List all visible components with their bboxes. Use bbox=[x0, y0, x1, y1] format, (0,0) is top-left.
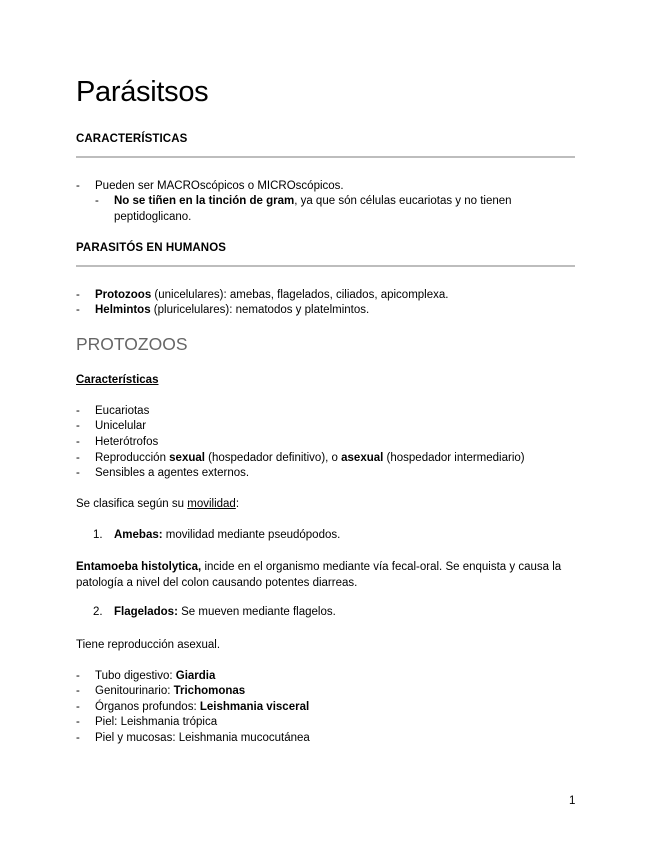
subheading-text: Características bbox=[76, 374, 159, 386]
list-item-text: Tubo digestivo: bbox=[95, 670, 176, 682]
list-item-bold: asexual bbox=[341, 452, 384, 464]
list-item-bold: Leishmania visceral bbox=[199, 701, 310, 713]
paragraph-reproduccion: Tiene reproducción asexual. bbox=[76, 639, 221, 651]
list-item-bold: Amebas: bbox=[114, 529, 163, 541]
list-item bbox=[76, 466, 250, 481]
list-marker: - bbox=[76, 701, 80, 713]
list-item-bold: Trichomonas bbox=[173, 685, 246, 697]
list-item-text: Heterótrofos bbox=[95, 436, 159, 448]
list-marker: - bbox=[76, 685, 80, 697]
list-item-text: movilidad mediante pseudópodos. bbox=[162, 529, 341, 541]
list-item-bold: Giardia bbox=[175, 670, 216, 682]
list-item bbox=[76, 179, 344, 194]
list-item-text: Sensibles a agentes externos. bbox=[95, 467, 250, 479]
list-item bbox=[76, 669, 216, 684]
list-item-text: Reproducción bbox=[95, 452, 170, 464]
underlined-text: movilidad bbox=[187, 498, 236, 510]
list-marker: - bbox=[76, 436, 80, 448]
list-item bbox=[95, 194, 554, 225]
list-marker: - bbox=[76, 304, 80, 316]
list-item-bold: Protozoos bbox=[95, 289, 152, 301]
heading-rule bbox=[76, 265, 575, 267]
list-marker: - bbox=[76, 405, 80, 417]
list-item bbox=[76, 715, 218, 730]
list-item-text: Piel: Leishmania trópica bbox=[95, 716, 218, 728]
paragraph-bold: Entamoeba histolytica, bbox=[76, 561, 202, 573]
list-item bbox=[76, 731, 310, 746]
list-item-text: (hospedador definitivo), o bbox=[204, 452, 342, 464]
list-item-text: Eucariotas bbox=[95, 405, 150, 417]
list-item-bold: Flagelados: bbox=[114, 606, 178, 618]
list-item-text: (pluricelulares): nematodos y platelmintos. bbox=[150, 304, 370, 316]
paragraph-text: : bbox=[235, 498, 240, 510]
list-marker: - bbox=[76, 716, 80, 728]
list-item-text: (hospedador intermediario) bbox=[383, 452, 525, 464]
list-marker: - bbox=[76, 180, 80, 192]
list-marker: - bbox=[95, 195, 99, 207]
list-item-text: , ya que són células eucariotas y no tienen peptidoglicano. bbox=[114, 195, 512, 223]
list-item-bold: No se tiñen en la tinción de gram bbox=[114, 195, 295, 207]
list-item bbox=[76, 303, 370, 318]
list-item bbox=[76, 419, 147, 434]
heading-caracteristicas: CARACTERÍSTICAS bbox=[76, 133, 188, 145]
list-item bbox=[76, 288, 449, 303]
list-item-text: Se mueven mediante flagelos. bbox=[177, 606, 336, 618]
list-marker: - bbox=[76, 732, 80, 744]
heading-parasitos: PARASITÓS EN HUMANOS bbox=[76, 242, 227, 254]
paragraph-text: incide en el organismo mediante vía fecal-oral. Se enquista y causa la patología a nivel del colon causando potentes diarreas. bbox=[76, 561, 562, 589]
paragraph-clasifica bbox=[76, 497, 239, 512]
page-title: Parásitsos bbox=[76, 76, 209, 108]
list-number: 1. bbox=[93, 529, 103, 541]
heading-protozoos: PROTOZOOS bbox=[76, 334, 188, 354]
list-item-text: Piel y mucosas: Leishmania mucocutánea bbox=[95, 732, 310, 744]
list-item-bold: sexual bbox=[169, 452, 205, 464]
list-item-text: Genitourinario: bbox=[95, 685, 174, 697]
list-item-text: Unicelular bbox=[95, 420, 147, 432]
heading-rule bbox=[76, 156, 575, 158]
list-marker: - bbox=[76, 452, 80, 464]
list-number: 2. bbox=[93, 606, 103, 618]
list-item bbox=[76, 684, 246, 699]
list-marker: - bbox=[76, 467, 80, 479]
list-marker: - bbox=[76, 289, 80, 301]
list-item-text: (unicelulares): amebas, flagelados, ciliados, apicomplexa. bbox=[151, 289, 449, 301]
list-item bbox=[76, 451, 525, 466]
list-item-bold: Helmintos bbox=[95, 304, 151, 316]
subheading-caracteristicas bbox=[76, 373, 158, 388]
list-item bbox=[76, 435, 159, 450]
list-marker: - bbox=[76, 420, 80, 432]
list-item bbox=[76, 700, 310, 715]
list-item-text: Órganos profundos: bbox=[95, 701, 200, 713]
page-number: 1 bbox=[569, 795, 576, 807]
list-marker: - bbox=[76, 670, 80, 682]
paragraph-entamoeba bbox=[76, 560, 576, 591]
paragraph-text: Se clasifica según su bbox=[76, 498, 188, 510]
list-item-text: Pueden ser MACROscópicos o MICROscópicos. bbox=[95, 180, 344, 192]
list-item bbox=[76, 404, 150, 419]
